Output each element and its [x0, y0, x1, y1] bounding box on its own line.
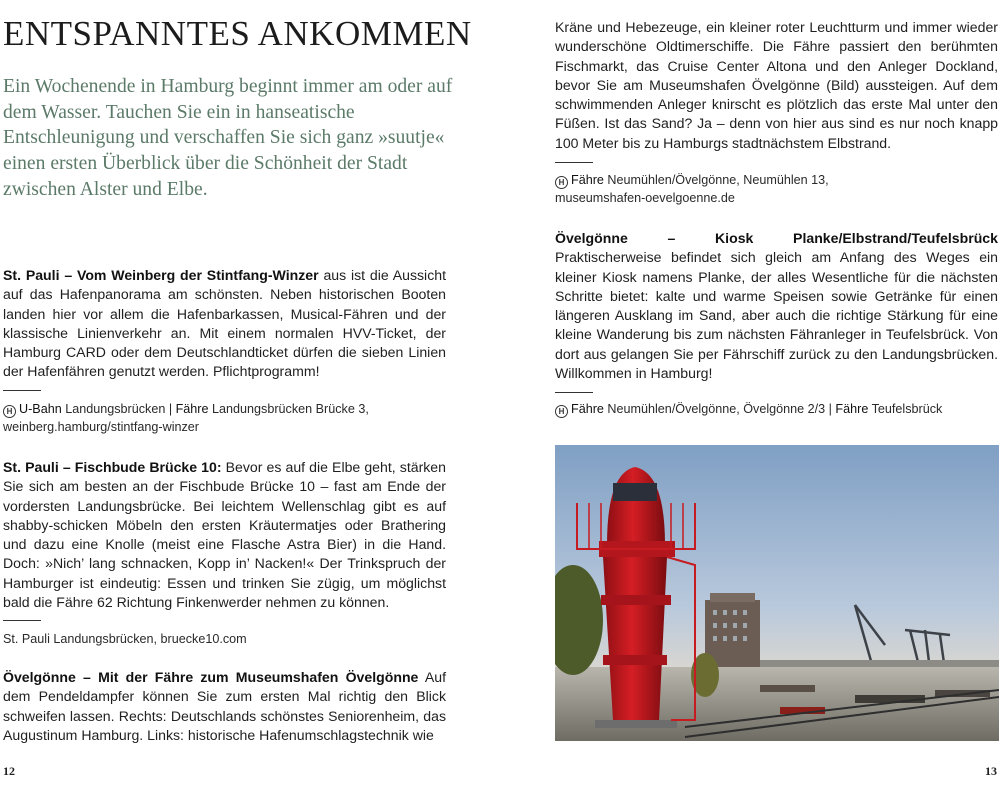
info-label: Fähre [571, 173, 604, 187]
info-text: Neumühlen/Övelgönne, Övelgönne 2/3 | [603, 402, 836, 416]
info-museumshafen [555, 171, 998, 207]
entry-text: Praktischerweise befindet sich gleich am Anfang des Weges ein kleiner Kiosk namens Planke, der alles Wesentliche für die nächsten Schritte bietet: kalte und warme Speisen sowie Getränke für einen längeren Ausklang im Sand, aber auch die richtige Stärkung für eine kleine Wanderung bis zum nächsten Fähranleger in Teufelsbrück. Von dort aus gelangen Sie per Fährschiff zurück zu den Landungsbrücken. Willkommen in Hamburg! [555, 249, 998, 382]
lighthouse-photo [555, 445, 999, 741]
page-number-left: 12 [3, 764, 15, 778]
lighthouse-illustration [555, 445, 999, 741]
divider [3, 390, 41, 391]
h-marker-icon: H [555, 176, 568, 189]
entry-kiosk-planke [555, 229, 998, 383]
divider [555, 162, 593, 163]
entry-text: Auf dem Pendeldampfer können Sie zum ersten Mal richtig den Blick schweifen lassen. Rechts: Deutschlands schönstes Seniorenheim, das Augustinum Hamburg. Links: historische Hafenumschlagstechnik wie [3, 669, 446, 743]
chapter-heading: ENTSPANNTES ANKOMMEN [3, 14, 472, 53]
divider [555, 392, 593, 393]
info-label: Fähre [571, 402, 604, 416]
info-url: museumshafen-oevelgoenne.de [555, 191, 735, 205]
entry-stintfang [3, 266, 446, 382]
info-label: U-Bahn [19, 402, 62, 416]
entry-fischbude [3, 458, 446, 612]
info-text: Landungsbrücken Brücke 3, [208, 402, 369, 416]
lead-paragraph: Ein Wochenende in Hamburg beginnt immer am oder auf dem Wasser. Tauchen Sie ein in hanseatische Entschleunigung und verschaffen Sie sich ganz »suutje« einen ersten Überblick über die Schönheit der Stadt zwischen Alster und Elbe. [3, 76, 453, 200]
entry-text: aus ist die Aussicht auf das Hafenpanorama am schönsten. Neben historischen Booten landen hier vor allem die Hafenbarkassen, Musical-Fähren und der klassische Linienverkehr an. Mit einem normalen HVV-Ticket, der Hamburg CARD oder dem Deutschlandticket dürfen die sieben Linien der Hafenfähren genutzt werden. Pflichtprogramm! [3, 267, 446, 380]
h-marker-icon: H [555, 405, 568, 418]
info-url: weinberg.hamburg/stintfang-winzer [3, 420, 200, 434]
info-fischbude: St. Pauli Landungsbrücken, bruecke10.com [3, 632, 247, 646]
continuation-text: Kräne und Hebezeuge, ein kleiner roter Leuchtturm und immer wieder wunderschöne Oldtimerschiffe. Die Fähre passiert den berühmten Fischmarkt, das Cruise Center Altona und den Anleger Dockland, bevor Sie am Museumshafen Övelgönne (Bild) aussteigen. Auf dem schwimmenden Anleger knirscht es plötzlich das erste Mal unter den Füßen. Ist das Sand? Ja – denn von hier aus sind es nur noch knapp 100 Meter bis zu Hamburgs stadtnächstem Elbstrand. [555, 19, 998, 151]
entry-text: Bevor es auf die Elbe geht, stärken Sie sich am besten an der Fischbude Brücke 10 – fast am Ende der vordersten Landungsbrücke. Bei leichtem Wellenschlag gibt es auf shabby-schicken Möbeln den ersten Kräutermatjes oder Brathering und dazu eine Knolle (meist eine Flasche Astra Bier) in die Hand. Doch: »Nich’ lang schnacken, Kopp in’ Nacken!« Der Trinkspruch der Hamburger ist eindeutig: Essen und trinken Sie zügig, um möglichst bald die Fähre 62 Richtung Finkenwerder nehmen zu können. [3, 459, 446, 611]
info-text: Teufelsbrück [868, 402, 943, 416]
info-label: Fähre [175, 402, 209, 416]
h-marker-icon: H [3, 405, 16, 418]
entry-title: St. Pauli – Vom Weinberg der Stintfang-Winzer [3, 267, 319, 283]
entry-title: Övelgönne – Mit der Fähre zum Museumshafen Övelgönne [3, 669, 419, 685]
entry-oevelgoenne-faehre [3, 668, 446, 745]
info-label: Fähre [835, 402, 869, 416]
info-stintfang [3, 400, 446, 436]
entry-title: Övelgönne – Kiosk Planke/Elbstrand/Teufelsbrück [555, 230, 998, 246]
info-text: Landungsbrücken | [61, 402, 176, 416]
divider [3, 620, 41, 621]
entry-title: St. Pauli – Fischbude Brücke 10: [3, 459, 222, 475]
info-text: Neumühlen/Övelgönne, Neumühlen 13, [603, 173, 829, 187]
info-teufelsbrueck [555, 400, 998, 418]
page-number-right: 13 [985, 764, 997, 778]
